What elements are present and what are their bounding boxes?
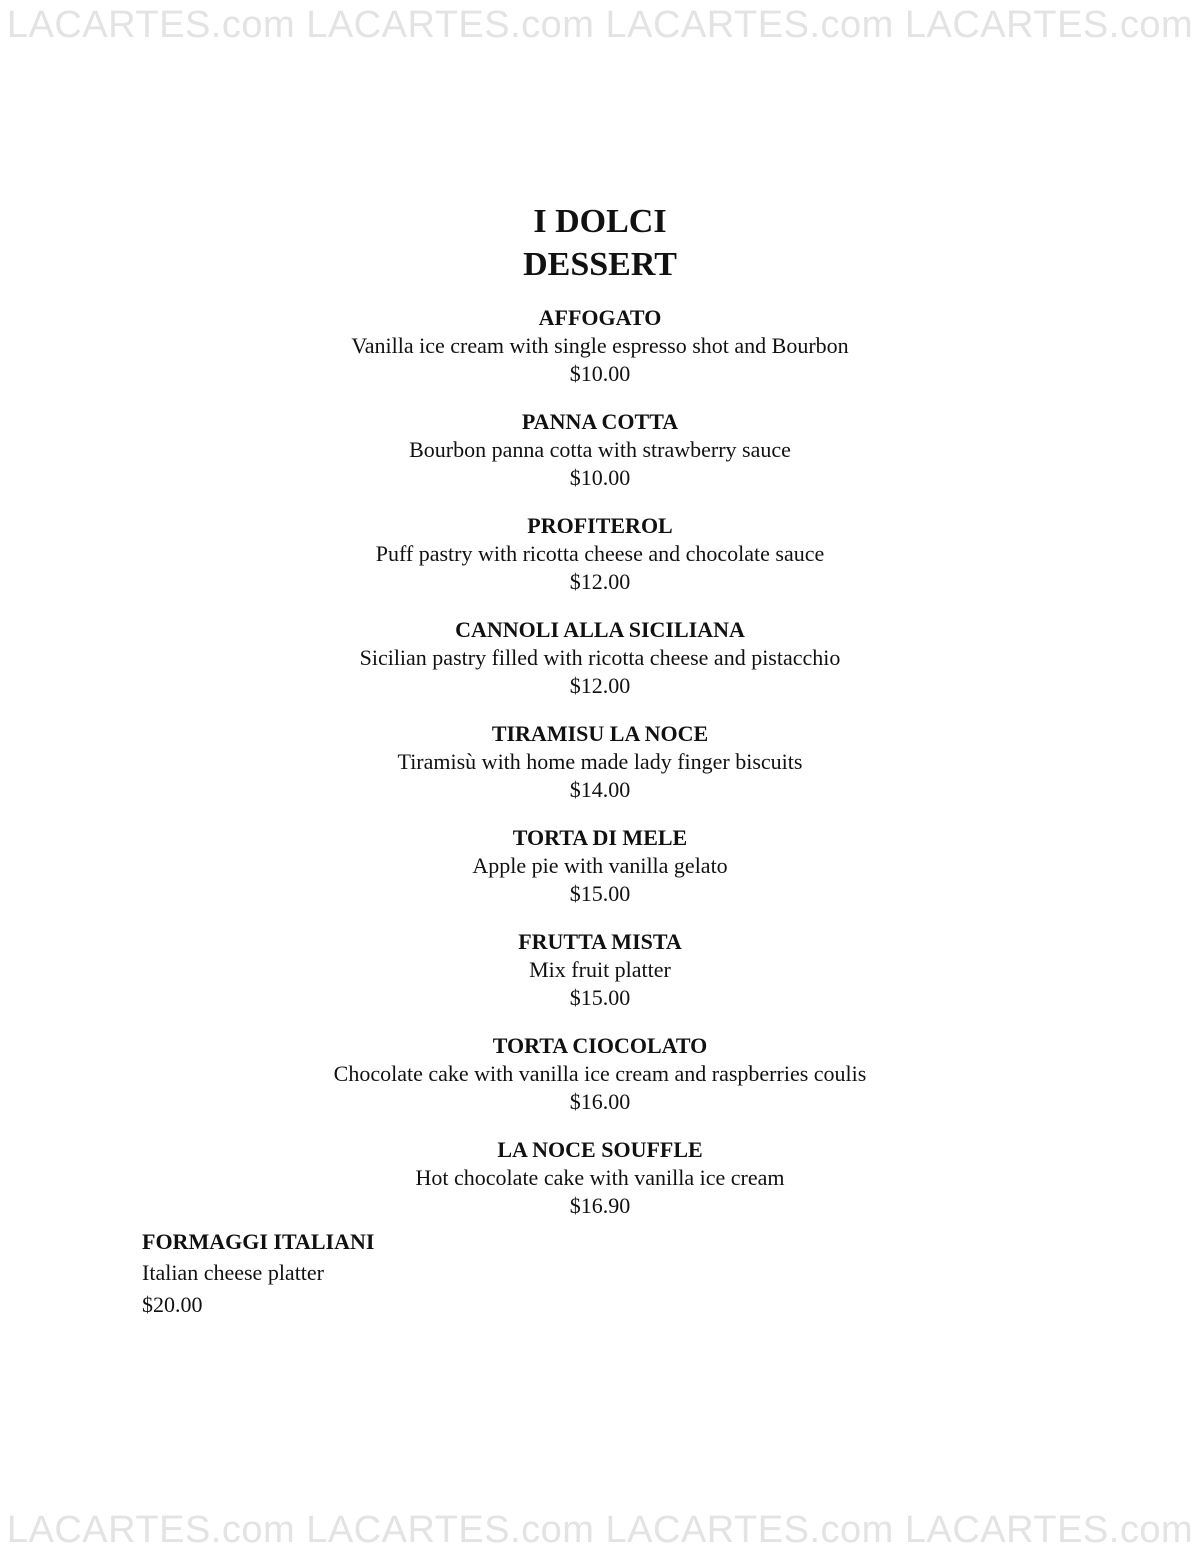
item-name: AFFOGATO <box>538 305 662 330</box>
item-description: Italian cheese platter <box>142 1260 325 1285</box>
item-description: Vanilla ice cream with single espresso shot and Bourbon <box>351 333 849 358</box>
item-description: Puff pastry with ricotta cheese and chocolate sauce <box>375 541 825 566</box>
item-description: Tiramisù with home made lady finger biscuits <box>397 749 803 774</box>
watermark-bottom: LACARTES.com LACARTES.com LACARTES.com LACARTES.com <box>6 1509 1194 1551</box>
item-price: $10.00 <box>569 465 631 490</box>
menu-item <box>0 304 1200 408</box>
item-name: PROFITEROL <box>527 513 673 538</box>
menu-item <box>0 928 1200 1032</box>
item-price: $12.00 <box>569 673 631 698</box>
menu-item <box>0 408 1200 512</box>
item-price: $15.00 <box>569 881 631 906</box>
menu-header <box>0 200 1200 286</box>
item-description: Hot chocolate cake with vanilla ice cream <box>415 1165 785 1190</box>
item-description: Sicilian pastry filled with ricotta cheese and pistacchio <box>359 645 841 670</box>
item-price: $10.00 <box>569 361 631 386</box>
item-description: Chocolate cake with vanilla ice cream and raspberries coulis <box>333 1061 867 1086</box>
item-price: $12.00 <box>569 569 631 594</box>
item-name: TORTA CIOCOLATO <box>492 1033 708 1058</box>
menu-subtitle: DESSERT <box>523 246 677 283</box>
menu-item <box>0 616 1200 720</box>
menu-item <box>0 1032 1200 1136</box>
item-description: Mix fruit platter <box>529 957 671 982</box>
watermark-top: LACARTES.com LACARTES.com LACARTES.com LACARTES.com <box>6 4 1194 46</box>
menu-item <box>0 1136 1200 1240</box>
menu-title: I DOLCI <box>533 203 667 240</box>
item-name: FRUTTA MISTA <box>518 929 682 954</box>
item-name: CANNOLI ALLA SICILIANA <box>455 617 745 642</box>
item-price: $16.90 <box>569 1193 631 1218</box>
dessert-list <box>0 304 1200 1240</box>
item-name: TIRAMISU LA NOCE <box>491 721 709 746</box>
item-price: $15.00 <box>569 985 631 1010</box>
menu-item <box>0 512 1200 616</box>
cheese-platter-item <box>142 1227 374 1321</box>
item-description: Bourbon panna cotta with strawberry sauce <box>409 437 791 462</box>
item-price: $20.00 <box>142 1292 203 1317</box>
item-name: TORTA DI MELE <box>512 825 688 850</box>
item-name: FORMAGGI ITALIANI <box>142 1229 375 1254</box>
item-price: $16.00 <box>569 1089 631 1114</box>
item-name: LA NOCE SOUFFLE <box>497 1137 703 1162</box>
menu-item <box>0 824 1200 928</box>
menu-item <box>0 720 1200 824</box>
item-name: PANNA COTTA <box>521 409 679 434</box>
item-description: Apple pie with vanilla gelato <box>472 853 728 878</box>
item-price: $14.00 <box>569 777 631 802</box>
